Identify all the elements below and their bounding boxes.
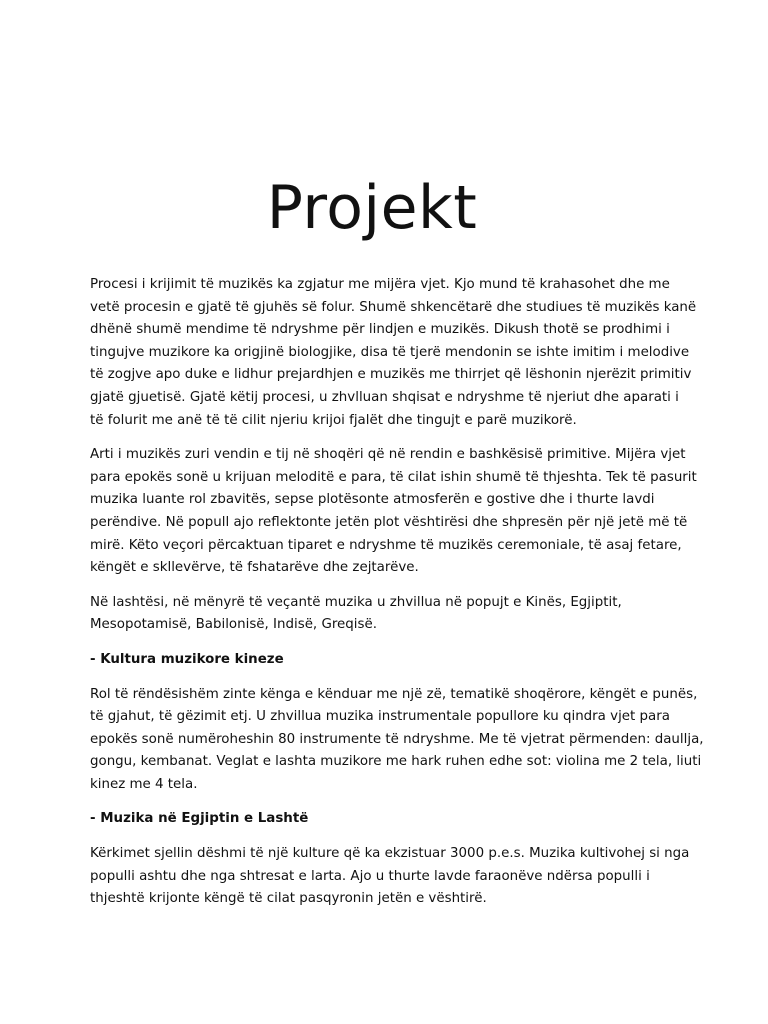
text-line: Procesi i krijimit të muzikës ka zgjatur me mijëra vjet. Kjo mund të krahasohet dhe me [90, 277, 670, 292]
text-line: Kërkimet sjellin dëshmi të një kulture që ka ekzistuar 3000 p.e.s. Muzika kultivohej si nga [90, 846, 690, 862]
text-line: kinez me 4 tela. [90, 776, 198, 792]
paragraph-art [90, 444, 697, 580]
text-line: para epokës sonë u krijuan meloditë e para, të cilat ishin shumë të thjeshta. Tek të pasurit [90, 469, 697, 485]
text-line: këngët e skllevërve, të fshatarëve dhe zejtarëve. [90, 560, 419, 576]
section-heading-egypt-music: - Muzika në Egjiptin e Lashtë [90, 811, 309, 827]
page-title: Projekt [266, 173, 478, 243]
text-line: Arti i muzikës zuri vendin e tij në shoqëri që në rendin e bashkësisë primitive. Mijëra vjet [90, 447, 686, 463]
text-line: Rol të rëndësishëm zinte kënga e kënduar me një zë, tematikë shoqërore, këngët e punës, [90, 686, 698, 702]
text-line: perëndive. Në popull ajo reflektonte jetën plot vështirësi dhe shpresën për një jetë më të [90, 514, 688, 530]
text-line: populli ashtu dhe nga shtresat e larta. Ajo u thurte lavde faraonëve ndërsa populli i [90, 868, 650, 884]
text-line: gongu, kembanat. Veglat e lashta muzikore me hark ruhen edhe sot: violina me 2 tela, liuti [90, 754, 702, 770]
text-line: të zogjve apo duke e lidhur prejardhjen e muzikës me thirrjet që lëshonin njerëzit primitiv [90, 367, 692, 383]
text-line: dhënë shumë mendime të ndryshme për lindjen e muzikës. Dikush thotë se prodhimi i [90, 322, 670, 338]
text-line: të gjahut, të gëzimit etj. U zhvillua muzika instrumentale popullore ku qindra vjet para [90, 709, 670, 725]
text-line: gjatë gjuetisë. Gjatë këtij procesi, u zhvlluan shqisat e ndryshme të njeriut dhe aparati i [90, 389, 679, 405]
document-body [90, 274, 704, 923]
text-line: mirë. Këto veçori përcaktuan tiparet e ndryshme të muzikës ceremoniale, të asaj fetare, [90, 537, 682, 553]
paragraph-antiquity [90, 592, 690, 637]
text-line: të folurit me anë të të cilit njeriu krijoi fjalët dhe tingujt e parë muzikorë. [90, 412, 577, 428]
text-line: vetë procesin e gjatë të gjuhës së folur. Shumë shkencëtarë dhe studiues të muzikës kanë [90, 299, 697, 315]
paragraph-egypt-music [90, 843, 690, 911]
section-heading-chinese-music: - Kultura muzikore kineze [90, 651, 284, 667]
text-line: Mesopotamisë, Babilonisë, Indisë, Greqisë. [90, 617, 377, 633]
text-line: tingujve muzikore ka origjinë biologjike, disa të tjerë mendonin se ishte imitim i melodive [90, 344, 690, 360]
text-line: muzika luante rol zbavitës, sepse plotësonte atmosferën e gostive dhe i thurte lavdi [90, 492, 655, 508]
paragraph-intro [90, 274, 697, 432]
text-line: epokës sonë numëroheshin 80 instrumente të ndryshme. Me të vjetrat përmenden: daullja, [90, 731, 704, 747]
text-line: Në lashtësi, në mënyrë të veçantë muzika u zhvillua në popujt e Kinës, Egjiptit, [90, 594, 622, 610]
paragraph-chinese-music [90, 684, 704, 797]
text-line: thjeshtë krijonte këngë të cilat pasqyronin jetën e vështirë. [90, 891, 487, 907]
